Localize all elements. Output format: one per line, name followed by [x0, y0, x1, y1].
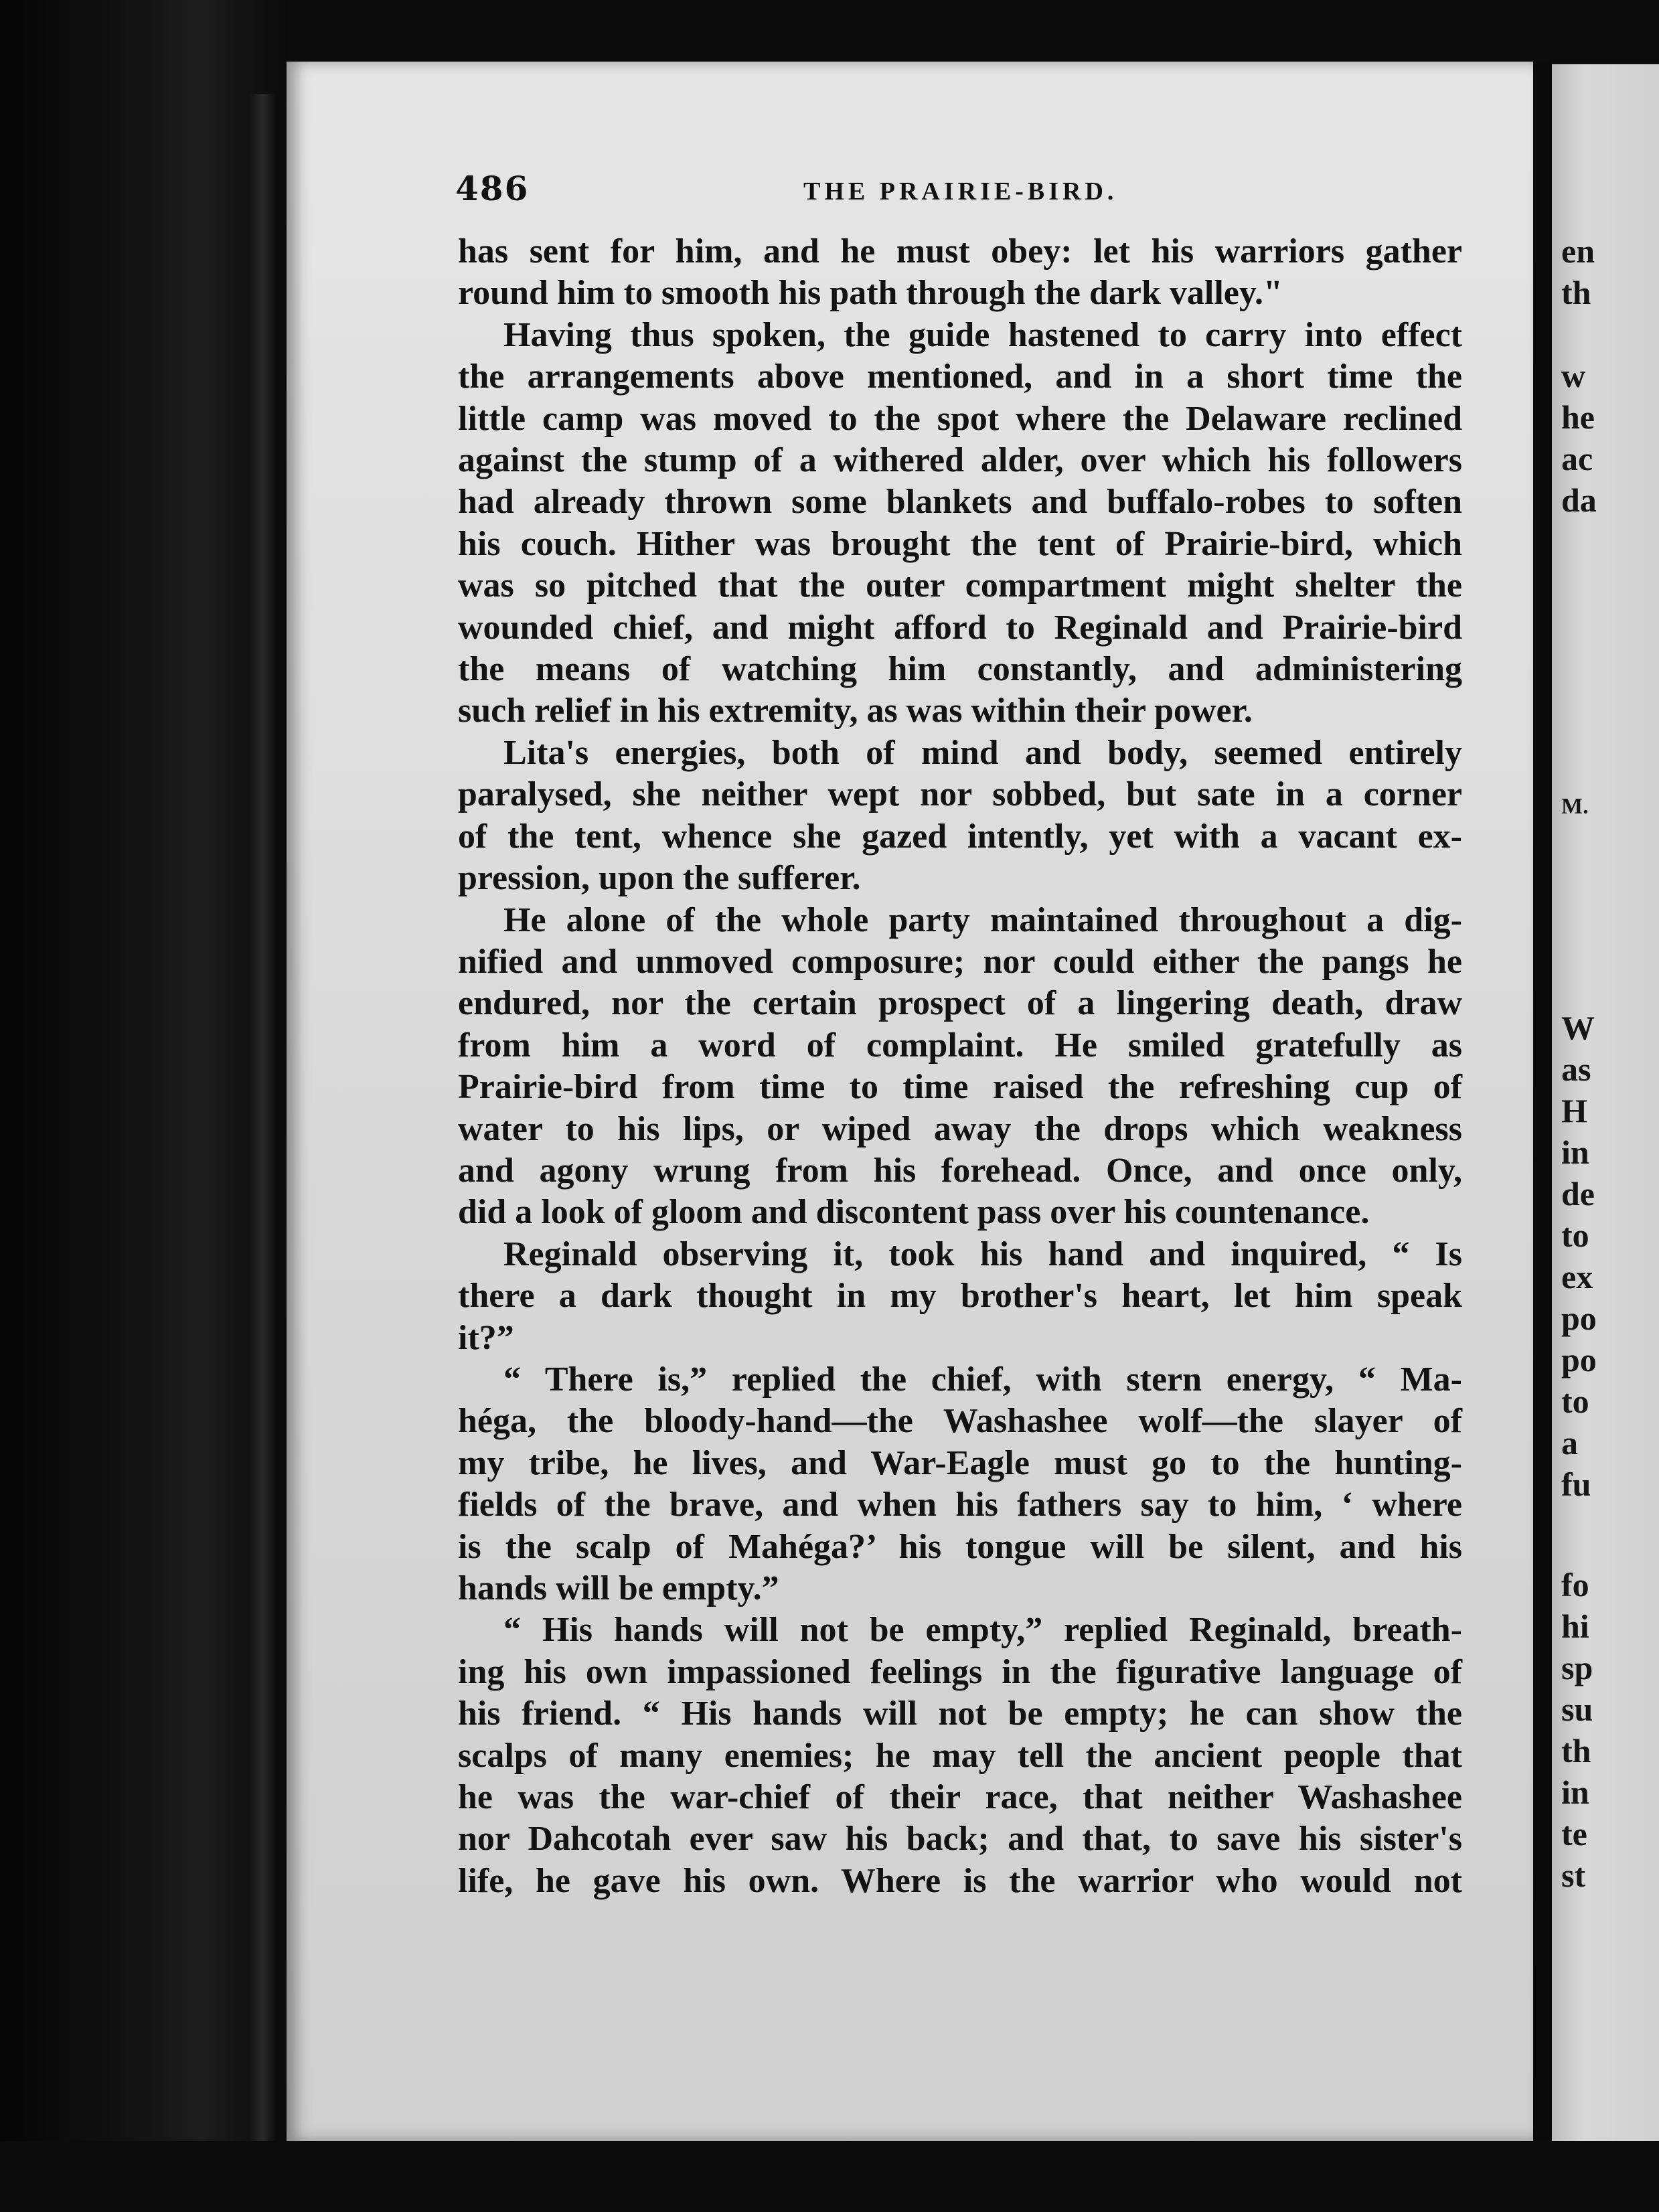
text-line: Lita's energies, both of mind and body, seemed entirely	[503, 733, 1462, 772]
facing-fragment: de	[1561, 1175, 1595, 1212]
text-line: from him a word of complaint. He smiled gratefully as	[458, 1026, 1462, 1064]
text-line: against the stump of a withered alder, over which his followers	[458, 441, 1462, 480]
facing-fragment: fo	[1561, 1566, 1589, 1603]
text-line: endured, nor the certain prospect of a lingering death, draw	[458, 984, 1462, 1023]
facing-fragment: W	[1561, 1009, 1595, 1046]
text-line: his couch. Hither was brought the tent of Prairie-bird, which	[458, 524, 1462, 563]
facing-fragment: po	[1561, 1341, 1597, 1378]
facing-fragment: a	[1561, 1424, 1578, 1462]
text-line: pression, upon the sufferer.	[458, 859, 861, 898]
text-line: round him to smooth his path through the dark valley."	[458, 274, 1283, 313]
text-line: héga, the bloody-hand—the Washashee wolf—the slayer of	[458, 1402, 1462, 1441]
text-line: fields of the brave, and when his fathers say to him, ‘ where	[458, 1486, 1462, 1524]
text-line: of the tent, whence she gazed intently, yet with a vacant ex-	[458, 817, 1462, 856]
text-line: scalps of many enemies; he may tell the ancient people that	[458, 1736, 1462, 1775]
facing-page	[1552, 64, 1659, 2146]
facing-fragment: in	[1561, 1133, 1589, 1171]
facing-fragment: fu	[1561, 1466, 1591, 1503]
facing-fragment: M.	[1561, 794, 1589, 819]
facing-fragment: po	[1561, 1299, 1597, 1337]
running-head	[455, 169, 1466, 216]
facing-fragment: th	[1561, 274, 1591, 311]
text-line: had already thrown some blankets and buffalo-robes to soften	[458, 483, 1462, 522]
text-line: was so pitched that the outer compartment might shelter the	[458, 566, 1462, 605]
text-line: “ There is,” replied the chief, with stern energy, “ Ma-	[503, 1360, 1462, 1399]
text-line: his friend. “ His hands will not be empty; he can show the	[458, 1694, 1462, 1733]
text-line: has sent for him, and he must obey: let his warriors gather	[458, 232, 1462, 270]
text-line: water to his lips, or wiped away the drops which weakness	[458, 1109, 1462, 1148]
text-line: life, he gave his own. Where is the warrior who would not	[458, 1861, 1462, 1900]
facing-fragment: th	[1561, 1732, 1591, 1769]
text-line: such relief in his extremity, as was within their power.	[458, 692, 1253, 730]
facing-fragment: sp	[1561, 1649, 1593, 1686]
facing-fragment: su	[1561, 1690, 1593, 1728]
text-line: ing his own impassioned feelings in the figurative language of	[458, 1652, 1462, 1691]
facing-fragment: te	[1561, 1815, 1587, 1852]
facing-fragment: st	[1561, 1856, 1586, 1894]
text-line: there a dark thought in my brother's heart, let him speak	[458, 1277, 1462, 1316]
body-text	[458, 231, 1462, 1902]
text-line: Having thus spoken, the guide hastened to carry into effect	[503, 315, 1462, 354]
facing-fragment: hi	[1561, 1607, 1589, 1645]
text-line: “ His hands will not be empty,” replied Reginald, breath-	[503, 1611, 1462, 1650]
facing-fragment: to	[1561, 1382, 1589, 1420]
text-line: is the scalp of Mahéga?’ his tongue will be silent, and his	[458, 1527, 1462, 1566]
text-line: He alone of the whole party maintained throughout a dig-	[503, 900, 1462, 939]
facing-fragment: as	[1561, 1050, 1591, 1088]
text-line: paralysed, she neither wept nor sobbed, but sate in a corner	[458, 775, 1462, 814]
text-line: nified and unmoved composure; nor could either the pangs he	[458, 942, 1462, 981]
facing-fragment: to	[1561, 1216, 1589, 1254]
facing-fragment: in	[1561, 1773, 1589, 1811]
book-binding	[0, 0, 288, 2212]
facing-fragment: w	[1561, 357, 1586, 394]
text-line: he was the war-chief of their race, that neither Washashee	[458, 1778, 1462, 1817]
binding-edge	[249, 94, 276, 2169]
text-line: my tribe, he lives, and War-Eagle must go to the hunting-	[458, 1443, 1462, 1482]
page-number: 486	[455, 169, 530, 208]
text-line: wounded chief, and might afford to Reginald and Prairie-bird	[458, 608, 1462, 647]
text-line: hands will be empty.”	[458, 1569, 779, 1607]
text-line: did a look of gloom and discontent pass over his countenance.	[458, 1193, 1370, 1232]
facing-fragment: en	[1561, 232, 1595, 270]
facing-fragment: H	[1561, 1092, 1587, 1129]
text-line: Reginald observing it, took his hand and inquired, “ Is	[503, 1235, 1462, 1273]
facing-fragment: da	[1561, 481, 1597, 519]
text-line: the arrangements above mentioned, and in a short time the	[458, 358, 1462, 396]
facing-fragment: ex	[1561, 1258, 1593, 1295]
text-line: Prairie-bird from time to time raised the refreshing cup of	[458, 1068, 1462, 1107]
page-gutter	[1533, 62, 1552, 2145]
facing-fragment: he	[1561, 398, 1595, 436]
running-title: THE PRAIRIE-BIRD.	[803, 177, 1118, 206]
text-line: the means of watching him constantly, and administering	[458, 650, 1462, 689]
text-line: little camp was moved to the spot where the Delaware reclined	[458, 399, 1462, 438]
text-line: nor Dahcotah ever saw his back; and that, to save his sister's	[458, 1820, 1462, 1859]
text-line: and agony wrung from his forehead. Once, and once only,	[458, 1151, 1462, 1190]
facing-fragment: ac	[1561, 440, 1593, 477]
text-line: it?”	[458, 1318, 514, 1357]
scan-bottom-border	[0, 2141, 1659, 2212]
